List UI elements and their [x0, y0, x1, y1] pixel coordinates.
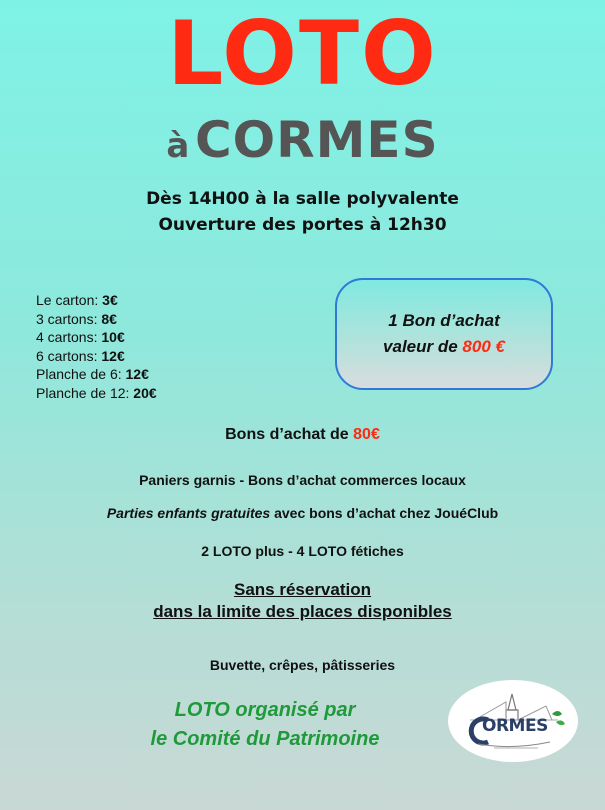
organizer-line1: LOTO organisé par	[174, 699, 356, 721]
price-item: 4 cartons: 10€	[36, 329, 125, 345]
price-item: Le carton: 3€	[36, 292, 118, 308]
location-title	[0, 111, 605, 169]
main-prize-line2: valeur de 800 €	[383, 337, 505, 356]
start-time-line: Dès 14H00 à la salle polyvalente	[146, 189, 459, 209]
price-item: Planche de 6: 12€	[36, 366, 149, 382]
logo-text: ORMES	[482, 716, 548, 736]
loto-plus-line: 2 LOTO plus - 4 LOTO fétiches	[201, 543, 404, 559]
main-prize-box	[335, 278, 553, 390]
page-title: LOTO	[167, 2, 438, 105]
organizer-text	[95, 696, 435, 754]
kids-games-line: Parties enfants gratuites avec bons d’achat chez JouéClub	[106, 505, 499, 521]
cormes-logo	[448, 680, 578, 762]
vouchers-value: 80€	[353, 426, 380, 443]
refreshments-line: Buvette, crêpes, pâtisseries	[209, 657, 396, 673]
price-item: 3 cartons: 8€	[36, 310, 117, 327]
vouchers-line: Bons d’achat de 80€	[225, 426, 380, 443]
location-prefix: à	[166, 126, 190, 166]
price-list	[36, 291, 157, 402]
main-prize-line1: 1 Bon d’achat	[388, 311, 500, 330]
location-name: CORMES	[194, 111, 439, 169]
organizer-line2: le Comité du Patrimoine	[150, 728, 380, 750]
no-reservation-line1: Sans réservation	[233, 580, 371, 599]
no-reservation-notice	[0, 579, 605, 623]
main-prize-value: 800 €	[462, 337, 505, 356]
no-reservation-line2: dans la limite des places disponibles	[153, 602, 452, 621]
price-item: 6 cartons: 12€	[36, 347, 125, 364]
event-info	[0, 186, 605, 238]
baskets-line: Paniers garnis - Bons d’achat commerces locaux	[139, 472, 466, 488]
doors-open-line: Ouverture des portes à 12h30	[158, 215, 447, 235]
price-item: Planche de 12: 20€	[36, 384, 157, 401]
